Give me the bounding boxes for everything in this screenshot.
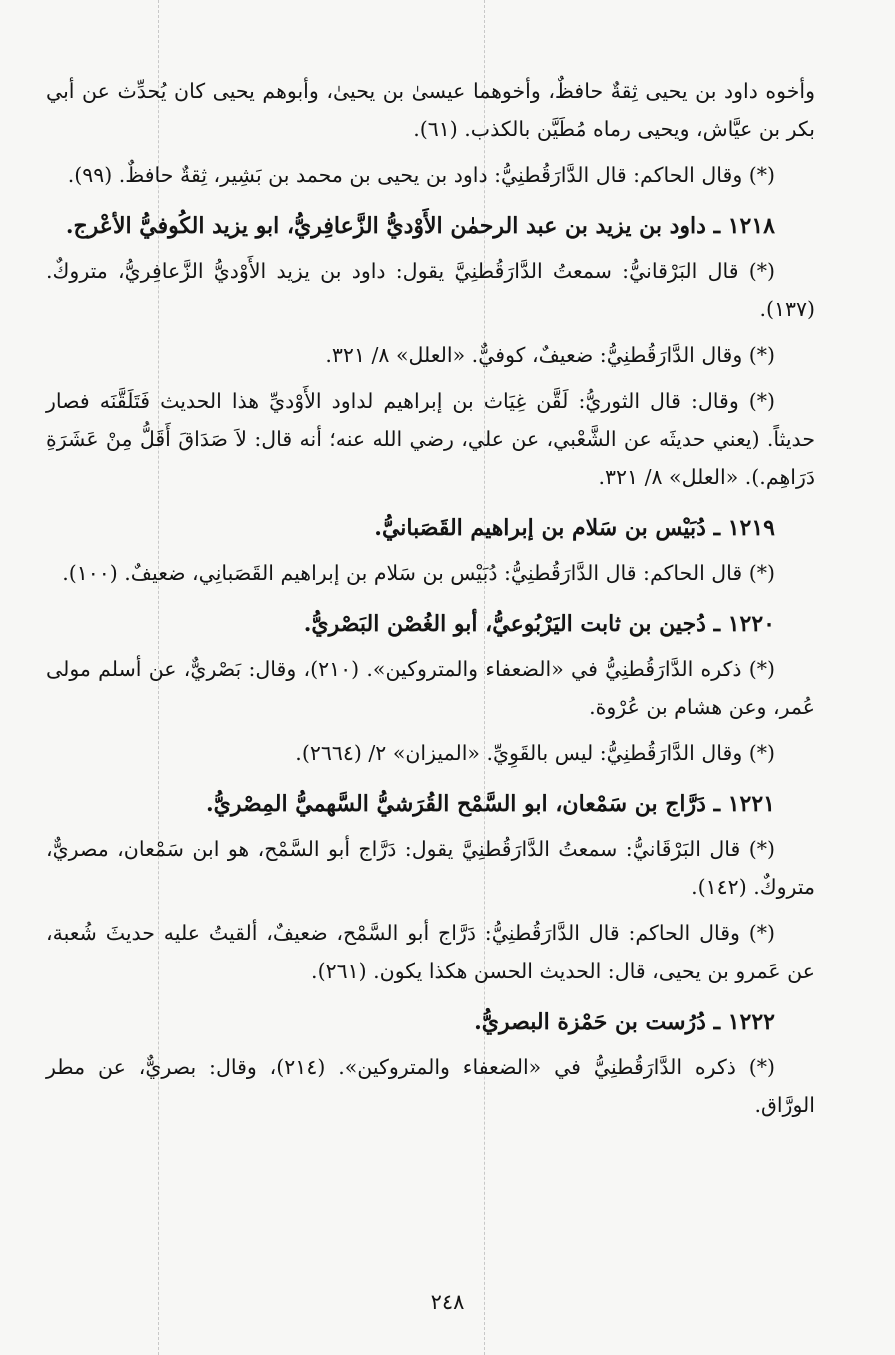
entry-heading-1219: ١٢١٩ ـ دُبَيْس بن سَلام بن إبراهيم القَصَبانيُّ. <box>374 515 775 541</box>
paragraph: (*) ذكره الدَّارَقُطنِيُّ في «الضعفاء والمتروكين». (٢١٠)، وقال: بَصْريٌّ، عن أسلم مولى عُمر، وعن هشام بن عُرْوة. <box>46 657 815 719</box>
page-number: ٢٤٨ <box>430 1290 465 1314</box>
entry-heading-1220: ١٢٢٠ ـ دُجين بن ثابت اليَرْبُوعيُّ، أبو الغُصْن البَصْريُّ. <box>303 611 775 637</box>
paragraph: (*) وقال الدَّارَقُطنِيُّ: ليس بالقَوِيِّ. «الميزان» ٢/ (٢٦٦٤). <box>295 741 775 765</box>
paragraph: (*) قال الحاكم: قال الدَّارَقُطنِيُّ: دُبَيْس بن سَلام بن إبراهيم القَصَبانِي، ضعيفٌ. (١٠٠). <box>62 561 775 585</box>
entry-heading-1222: ١٢٢٢ ـ دُرُست بن حَمْزة البصريُّ. <box>474 1009 775 1035</box>
paragraph: (*) ذكره الدَّارَقُطنِيُّ في «الضعفاء والمتروكين». (٢١٤)، وقال: بصريٌّ، عن مطر الورَّاق. <box>46 1055 815 1117</box>
page-body <box>46 72 815 1132</box>
entry-heading-1218: ١٢١٨ ـ داود بن يزيد بن عبد الرحمٰن الأَوْديُّ الزَّعافِريُّ، ابو يزيد الكُوفيُّ الأعْرج. <box>65 213 775 239</box>
paragraph: (*) وقال الدَّارَقُطنِيُّ: ضعيفٌ، كوفيٌّ. «العلل» ٨/ ٣٢١. <box>325 343 775 367</box>
paragraph: (*) قال البَرْقانيُّ: سمعتُ الدَّارَقُطنِيَّ يقول: داود بن يزيد الأَوْديُّ الزَّعافِريُّ، متروكٌ. (١٣٧). <box>46 259 815 321</box>
entry-heading-1221: ١٢٢١ ـ دَرَّاج بن سَمْعان، ابو السَّمْح القُرَشيُّ السَّهميُّ المِصْريُّ. <box>205 791 775 817</box>
paragraph: (*) وقال: قال الثوريُّ: لَقَّن غِيَاث بن إبراهيم لداود الأَوْديِّ هذا الحديث فَتَلَقَّنَه فصار حديثاً. (يعني حديثَه عن الشَّعْبي، عن علي، رضي الله عنه؛ أنه قال: لاَ صَدَاقَ أَقَلُّ مِنْ عَشَرَةِ دَرَاهِم.). «العلل» ٨/ ٣٢١. <box>46 389 815 489</box>
paragraph: (*) وقال الحاكم: قال الدَّارَقُطنِيُّ: داود بن يحيى بن محمد بن بَشِير، ثِقةٌ حافظٌ. (٩٩). <box>67 163 775 187</box>
paragraph-continuation: وأخوه داود بن يحيى ثِقةٌ حافظٌ، وأخوهما عيسىٰ بن يحيىٰ، وأبوهم يحيى كان يُحدِّث عن أبي بكر بن عيَّاش، ويحيى رماه مُطَيَّن بالكذب. (٦١). <box>46 79 815 141</box>
paragraph: (*) وقال الحاكم: قال الدَّارَقُطنِيُّ: دَرَّاج أبو السَّمْح، ضعيفٌ، ألقيتُ عليه حديثَ شُعبة، عن عَمرو بن يحيى، قال: الحديث الحسن هكذا يكون. (٢٦١). <box>46 921 815 983</box>
paragraph: (*) قال البَرْقَانيُّ: سمعتُ الدَّارَقُطنِيَّ يقول: دَرَّاج أبو السَّمْح، هو ابن سَمْعان، مصريٌّ، متروكٌ. (١٤٢). <box>46 837 815 899</box>
